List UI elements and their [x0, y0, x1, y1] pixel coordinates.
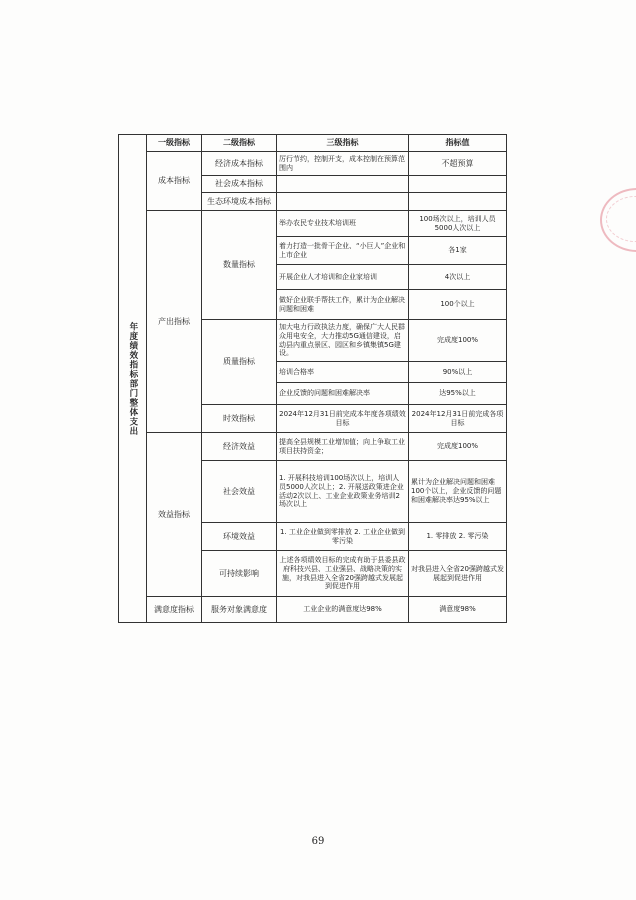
quantity-value: 100个以上: [409, 290, 507, 320]
page-number: 69: [311, 836, 325, 847]
satisfaction-level1: 满意度指标: [147, 597, 202, 623]
benefit-level2: 可持续影响: [202, 551, 277, 597]
benefit-value: 累计为企业解决问题和困难100个以上，企业反馈的问题和困难解决率达95%以上: [409, 461, 507, 523]
quality-level3: 企业反馈的问题和困难解决率: [277, 383, 409, 405]
benefit-value: 对我县进入全省20强跨越式发展起到促进作用: [409, 551, 507, 597]
quality-level3: 培训合格率: [277, 362, 409, 383]
benefit-level2: 社会效益: [202, 461, 277, 523]
side-label: 年度绩效指标部门整体支出: [119, 135, 147, 623]
header-level1: 一级指标: [147, 135, 202, 152]
cost-level2: 生态环境成本指标: [202, 193, 277, 211]
table-header-row: [119, 135, 507, 152]
header-level2: 二级指标: [202, 135, 277, 152]
benefit-level3: 上述各项绩效目标的完成有助于县委县政府科技兴县、工业强县、战略决策的实施，对我县进入全省20强跨越式发展起到促进作用: [277, 551, 409, 597]
cost-level2: 经济成本指标: [202, 152, 277, 176]
quantity-value: 4次以上: [409, 265, 507, 290]
table-row: [119, 597, 507, 623]
table-row: [119, 211, 507, 237]
cost-level3: [277, 176, 409, 193]
timeliness-level3: 2024年12月31日前完成本年度各项绩效目标: [277, 405, 409, 433]
quality-value: 完成度100%: [409, 320, 507, 362]
cost-level3: [277, 193, 409, 211]
quantity-value: 100场次以上，培训人员5000人次以上: [409, 211, 507, 237]
benefit-level3: 提高全县规模工业增加值；向上争取工业项目扶持资金；: [277, 433, 409, 461]
benefit-level3: 1. 开展科技培训100场次以上，培训人员5000人次以上；2. 开展送政策进企业活动2次以上、工业企业政策业务培训2场次以上: [277, 461, 409, 523]
benefit-value: 完成度100%: [409, 433, 507, 461]
quality-level3: 加大电力行政执法力度，确保广大人民群众用电安全，大力推动5G通信建设，启动县内重点景区、园区和乡镇集镇5G建设。: [277, 320, 409, 362]
cost-level3: 厉行节约，控制开支，成本控制在预算范围内: [277, 152, 409, 176]
cost-level1: 成本指标: [147, 152, 202, 211]
quality-level2: 质量指标: [202, 320, 277, 405]
cost-value: [409, 176, 507, 193]
cost-level2: 社会成本指标: [202, 176, 277, 193]
quality-value: 90%以上: [409, 362, 507, 383]
benefit-value: 1. 零排放 2. 零污染: [409, 523, 507, 551]
quantity-level3: 做好企业联手帮扶工作，累计为企业解决问题和困难: [277, 290, 409, 320]
quantity-value: 各1家: [409, 237, 507, 265]
header-value: 指标值: [409, 135, 507, 152]
quantity-level2: 数量指标: [202, 211, 277, 320]
benefit-level2: 环境效益: [202, 523, 277, 551]
quantity-level3: 举办农民专业技术培训班: [277, 211, 409, 237]
benefit-level2: 经济效益: [202, 433, 277, 461]
quantity-level3: 着力打造一批骨干企业、“小巨人”企业和上市企业: [277, 237, 409, 265]
timeliness-level2: 时效指标: [202, 405, 277, 433]
header-level3: 三级指标: [277, 135, 409, 152]
quantity-level3: 开展企业人才培训和企业家培训: [277, 265, 409, 290]
cost-value: [409, 193, 507, 211]
table-row: [119, 433, 507, 461]
quality-value: 达95%以上: [409, 383, 507, 405]
output-level1: 产出指标: [147, 211, 202, 433]
satisfaction-value: 满意度98%: [409, 597, 507, 623]
performance-indicator-table: [118, 134, 507, 623]
cost-value: 不超预算: [409, 152, 507, 176]
benefit-level3: 1. 工业企业做到零排放 2. 工业企业做到零污染: [277, 523, 409, 551]
satisfaction-level3: 工业企业的满意度达98%: [277, 597, 409, 623]
table-row: [119, 152, 507, 176]
benefit-level1: 效益指标: [147, 433, 202, 597]
satisfaction-level2: 服务对象满意度: [202, 597, 277, 623]
timeliness-value: 2024年12月31日前完成各项目标: [409, 405, 507, 433]
